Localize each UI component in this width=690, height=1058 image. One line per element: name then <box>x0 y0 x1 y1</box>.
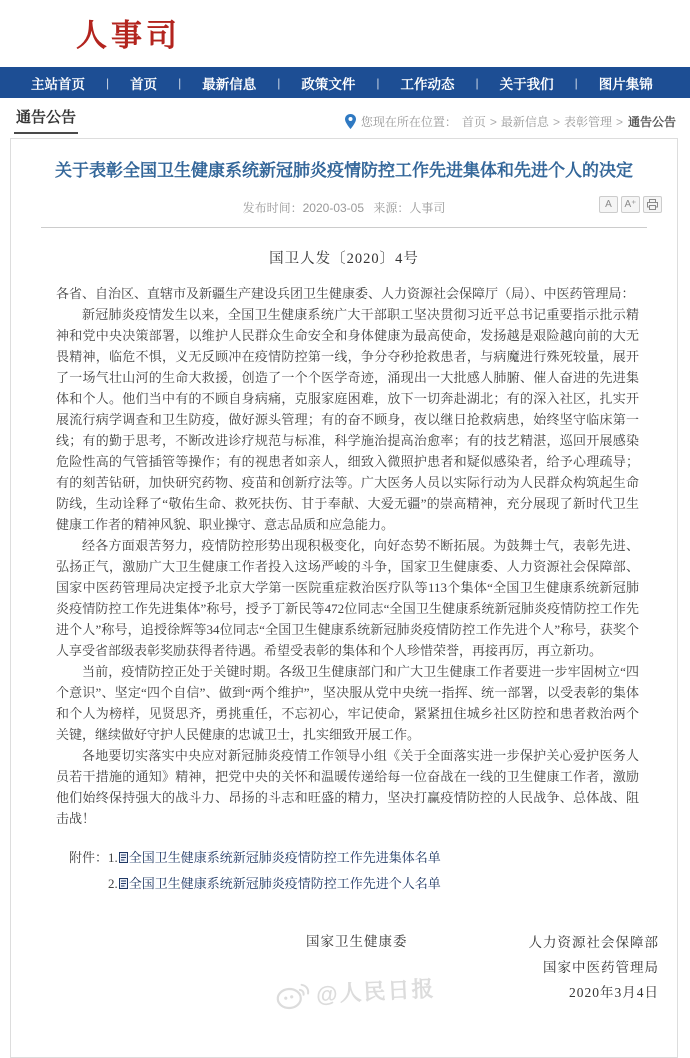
location-pin-icon <box>345 114 356 129</box>
attachment-number: 1. <box>108 849 118 865</box>
signature-block <box>11 927 677 1017</box>
meta-divider <box>41 227 647 228</box>
attachments-label: 附件： <box>69 849 109 865</box>
font-increase-button[interactable]: A⁺ <box>621 196 640 213</box>
print-button[interactable] <box>643 196 662 213</box>
breadcrumb-row <box>0 98 690 134</box>
nav-item-5[interactable]: 工作动态 <box>400 76 455 92</box>
site-header <box>0 0 690 67</box>
nav-separator: | <box>277 75 281 90</box>
document-number: 国卫人发〔2020〕4号 <box>269 250 419 267</box>
breadcrumb-separator: > <box>615 114 623 129</box>
nav-item-7[interactable]: 图片集锦 <box>598 76 653 92</box>
nav-separator: | <box>475 75 479 90</box>
nav-items <box>10 73 674 93</box>
signature-right <box>529 930 660 1005</box>
site-logo[interactable]: 人事司 <box>76 18 181 53</box>
signature-right-line-2: 国家中医药管理局 <box>543 959 659 975</box>
body-paragraph-3: 经各方面艰苦努力，疫情防控形势出现积极变化，向好态势不断拓展。为鼓舞士气，表彰先进、弘扬正气，激励广大卫生健康工作者投入这场严峻的斗争，国家卫生健康委、人力资源社会保障部、国家中医药管理局决定授予北京大学第一医院重症救治医疗队等113个集体“全国卫生健康系统新冠肺炎疫情防控工作先进集体”称号，授予丁新民等472位同志“全国卫生健康系统新冠肺炎疫情防控工作先进个人”称号，追授徐辉等34位同志“全国卫生健康系统新冠肺炎疫情防控工作先进个人”称号，获奖个人享受省部级表彰奖励获得者待遇。希望受表彰的集体和个人珍惜荣誉，再接再厉，再立新功。 <box>56 537 639 658</box>
source-value: 人事司 <box>409 200 446 215</box>
signature-left: 国家卫生健康委 <box>306 933 408 949</box>
signature-date: 2020年3月4日 <box>569 984 659 1000</box>
attachment-row-2 <box>108 871 441 897</box>
nav-separator: | <box>574 75 578 90</box>
attachment-link-2[interactable]: 全国卫生健康系统新冠肺炎疫情防控工作先进个人名单 <box>128 875 441 891</box>
location-label: 您现在所在位置： <box>360 115 457 129</box>
article-container <box>10 138 678 1058</box>
signature-right-line-1: 人力资源社会保障部 <box>528 934 659 950</box>
article-toolbar <box>599 196 662 213</box>
main-navbar <box>0 67 690 98</box>
nav-item-2[interactable]: 首页 <box>130 76 158 92</box>
nav-item-1[interactable]: 主站首页 <box>31 76 85 92</box>
breadcrumb-separator: > <box>489 114 497 129</box>
body-paragraph-2: 新冠肺炎疫情发生以来，全国卫生健康系统广大干部职工坚决贯彻习近平总书记重要指示批示精神和党中央决策部署，以维护人民群众生命安全和身体健康为最高使命，发扬越是艰险越向前的大无畏精神，临危不惧，义无反顾冲在疫情防控第一线，争分夺秒抢救患者，与病魔进行殊死较量，展开了一场气壮山河的生命大救援，创造了一个个医学奇迹，涌现出一大批感人肺腑、催人奋进的先进集体和个人。他们当中有的不顾自身病痛，克服家庭困难，放下一切奔赴湖北；有的深入社区，扎实开展流行病学调查和卫生防疫，做好源头管理；有的奋不顾身，夜以继日抢救病患，始终坚守临床第一线；有的勤于思考，不断改进诊疗规范与标准，科学施治提高治愈率；有的技艺精湛，巡回开展感染危险性高的气管插管等操作；有的视患者如亲人，细致入微照护患者和疑似感染者，给予心理疏导；有的刻苦钻研，加快研究药物、疫苗和创新疗法等。广大医务人员以实际行动为人民群众构筑起生命防线，生动诠释了“敬佑生命、救死扶伤、甘于奉献、大爱无疆”的崇高精神，充分展现了新时代卫生健康工作者的精神风貌、职业操守、意志品质和应急能力。 <box>56 306 639 532</box>
nav-item-4[interactable]: 政策文件 <box>301 76 356 92</box>
body-paragraph-1: 各省、自治区、直辖市及新疆生产建设兵团卫生健康委、人力资源社会保障厅（局）、中医药管理局： <box>56 285 635 301</box>
breadcrumb-link-1[interactable]: 首页 <box>461 115 486 129</box>
attachments-list <box>108 845 441 897</box>
attachment-doc-icon <box>119 878 128 889</box>
attachments-block <box>11 829 677 897</box>
article-title: 关于表彰全国卫生健康系统新冠肺炎疫情防控工作先进集体和先进个人的决定 <box>55 161 633 180</box>
article-meta <box>11 199 677 216</box>
breadcrumb-link-3[interactable]: 表彰管理 <box>563 115 612 129</box>
attachment-doc-icon <box>119 852 128 863</box>
breadcrumb-current: 通告公告 <box>627 115 676 129</box>
source-label: 来源： <box>373 200 410 215</box>
body-paragraph-5: 各地要切实落实中央应对新冠肺炎疫情工作领导小组《关于全面落实进一步保护关心爱护医务人员若干措施的通知》精神，把党中央的关怀和温暖传递给每一位奋战在一线的卫生健康工作者，激励他们始终保持强大的战斗力、昂扬的斗志和旺盛的精力，坚决打赢疫情防控的人民战争、总体战、阻击战！ <box>56 747 639 826</box>
nav-separator: | <box>178 75 182 90</box>
attachment-row-1 <box>108 845 441 871</box>
font-decrease-button[interactable]: A <box>599 196 618 213</box>
breadcrumb-link-2[interactable]: 最新信息 <box>500 115 549 129</box>
printer-icon <box>647 199 658 210</box>
nav-item-6[interactable]: 关于我们 <box>499 76 554 92</box>
publish-time-label: 发布时间： <box>242 200 303 215</box>
breadcrumb-separator: > <box>552 114 560 129</box>
attachment-link-1[interactable]: 全国卫生健康系统新冠肺炎疫情防控工作先进集体名单 <box>128 849 441 865</box>
article-body <box>11 268 677 829</box>
nav-separator: | <box>106 75 110 90</box>
body-paragraph-4: 当前，疫情防控正处于关键时期。各级卫生健康部门和广大卫生健康工作者要进一步牢固树立“四个意识”、坚定“四个自信”、做到“两个维护”，坚决服从党中央统一指挥、统一部署，以受表彰的集体和个人为榜样，见贤思齐，勇挑重任，不忘初心，牢记使命，紧紧扭住城乡社区防控和患者救治两个关键，继续做好守护人民健康的忠诚卫士，扎实细致开展工作。 <box>56 663 639 742</box>
breadcrumb <box>345 113 676 134</box>
watermark-text: @人民日报 <box>315 975 437 1008</box>
attachment-number: 2. <box>108 875 118 891</box>
section-title: 通告公告 <box>14 106 78 134</box>
publish-time-value: 2020-03-05 <box>302 200 365 215</box>
nav-item-3[interactable]: 最新信息 <box>202 76 257 92</box>
breadcrumb-links <box>462 113 623 130</box>
nav-separator: | <box>376 75 380 90</box>
